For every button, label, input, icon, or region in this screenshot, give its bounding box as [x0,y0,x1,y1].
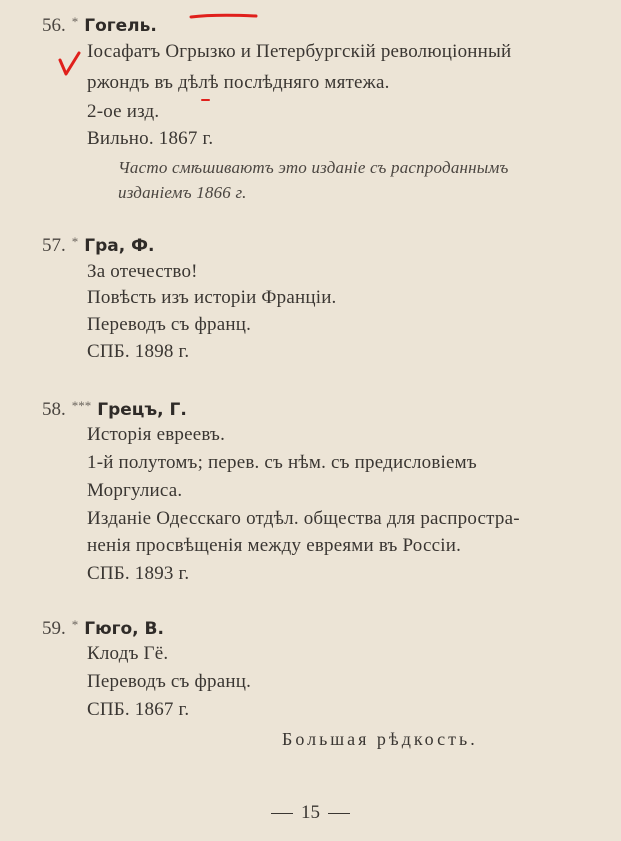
page-number [0,802,621,824]
entry-line: Клодъ Гё. [87,643,169,664]
page-number-dash-right [328,813,350,814]
entry-note: Часто смѣшиваютъ это изданіе съ распроданнымъ [118,158,509,177]
entry-line: Повѣсть изъ исторіи Франціи. [87,287,337,308]
red-underline-mark [188,10,260,22]
entry-heading [42,398,187,421]
rarity-stars: *** [71,398,92,413]
entry-line: За отечество! [87,261,198,282]
entry-line: Изданіе Одесскаго отдѣл. общества для распростра- [87,508,520,529]
rarity-stars: * [71,14,79,29]
entry-line: Исторія евреевъ. [87,424,226,445]
entry-number: 59. [42,618,66,639]
page-number-value: 15 [301,802,320,823]
entry-line: Вильно. 1867 г. [87,128,214,149]
entry-number: 58. [42,399,66,420]
entry-line: СПБ. 1893 г. [87,563,190,584]
entry-line: 1-й полутомъ; перев. съ нѣм. съ предисловіемъ [87,452,477,473]
entry-note: изданіемъ 1866 г. [118,183,247,202]
rarity-stars: * [71,234,79,249]
entry-number: 57. [42,235,66,256]
entry-line: Моргулиса. [87,480,183,501]
entry-line: СПБ. 1898 г. [87,341,190,362]
entry-number: 56. [42,15,66,36]
entry-author: Гра, Ф. [84,236,155,256]
entry-author: Гогель. [84,16,157,36]
entry-line: ненія просвѣщенія между евреями въ Россіи. [87,535,462,556]
rarity-stars: * [71,617,79,632]
red-dot-mark [200,96,212,104]
entry-heading [42,234,154,257]
entry-line: Іосафатъ Огрызко и Петербургскій революціонный [87,41,512,62]
rarity-remark: Большая рѣдкость. [282,729,478,749]
entry-author: Грецъ, Г. [97,400,187,420]
entry-heading [42,14,157,37]
entry-line: ржондъ въ дѣлѣ послѣдняго мятежа. [87,72,390,93]
entry-author: Гюго, В. [84,619,164,639]
entry-line: СПБ. 1867 г. [87,699,190,720]
page-number-dash-left [271,813,293,814]
entry-line: 2-ое изд. [87,101,160,122]
entry-heading [42,617,164,640]
entry-line: Переводъ съ франц. [87,314,252,335]
entry-line: Переводъ съ франц. [87,671,252,692]
red-checkmark-icon [56,50,84,80]
